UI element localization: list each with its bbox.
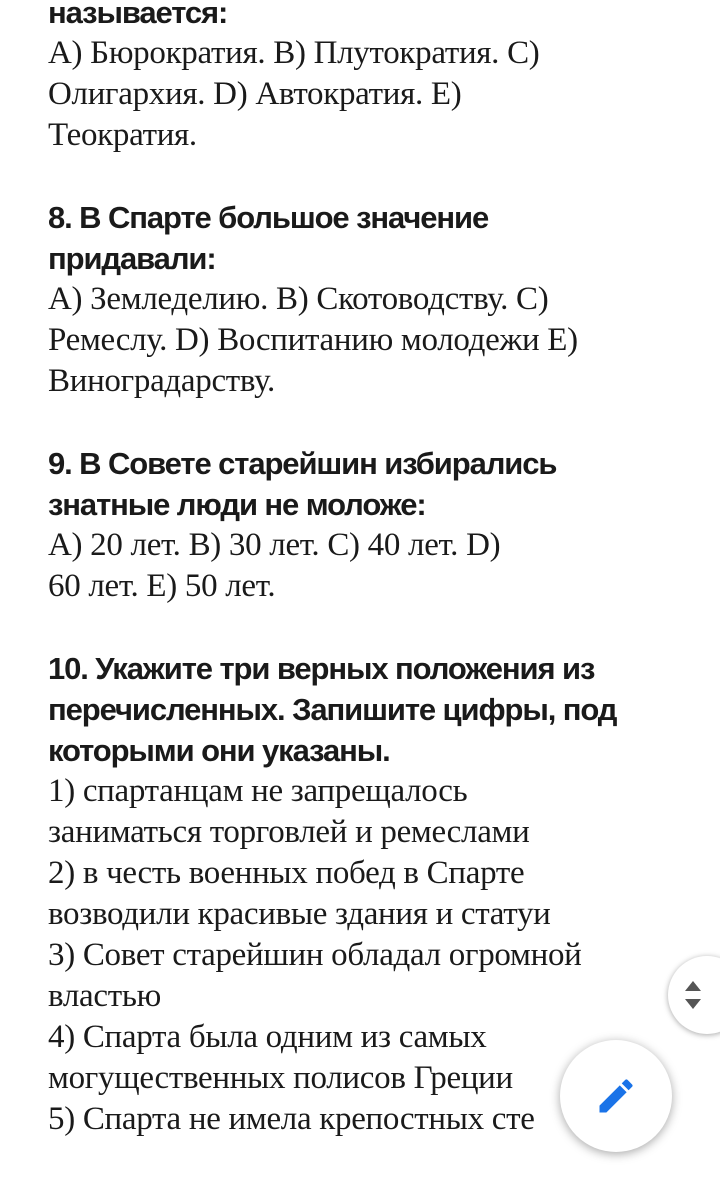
pencil-icon [594, 1074, 638, 1118]
paragraph-gap [48, 156, 708, 197]
answer-text-line: 4) Спарта была одним из самых [48, 1019, 487, 1055]
document-body [48, 0, 708, 1140]
answer-text-line: заниматься торговлей и ремеслами [48, 814, 530, 850]
answer-text-line: Виноградарству. [48, 363, 275, 399]
answer-text-line: возводили красивые здания и статуи [48, 896, 551, 932]
answer-text-line: Олигархия. D) Автократия. E) [48, 76, 462, 112]
question-text-line: которыми они указаны. [48, 733, 390, 768]
paragraph-gap [48, 402, 708, 443]
question-text-line: знатные люди не моложе: [48, 487, 426, 522]
question-text-line: 10. Укажите три верных положения из [48, 651, 595, 686]
answer-text-line: A) 20 лет. B) 30 лет. C) 40 лет. D) [48, 527, 501, 563]
answer-text-line: 5) Спарта не имела крепостных сте [48, 1101, 535, 1137]
question-text-line: придавали: [48, 241, 216, 276]
paragraph-gap [48, 607, 708, 648]
answer-text-line: Теократия. [48, 117, 197, 153]
answer-text-line: 60 лет. E) 50 лет. [48, 568, 276, 604]
scroll-up-icon[interactable] [685, 981, 701, 991]
scroll-down-icon[interactable] [685, 999, 701, 1009]
question-text-line: 8. В Спарте большое значение [48, 200, 489, 235]
edit-button[interactable] [560, 1040, 672, 1152]
answer-text-line: A) Бюрократия. B) Плутократия. C) [48, 35, 540, 71]
answer-text-line: могущественных полисов Греции [48, 1060, 513, 1096]
answer-text-line: 1) спартанцам не запрещалось [48, 773, 468, 809]
answer-text-line: 2) в честь военных побед в Спарте [48, 855, 525, 891]
answer-text-line: 3) Совет старейшин обладал огромной [48, 937, 582, 973]
question-text-line: перечисленных. Запишите цифры, под [48, 692, 617, 727]
answer-text-line: A) Земледелию. B) Скотоводству. C) [48, 281, 549, 317]
question-text-line: 9. В Совете старейшин избирались [48, 446, 557, 481]
answer-text-line: Ремеслу. D) Воспитанию молодежи E) [48, 322, 578, 358]
answer-text-line: властью [48, 978, 161, 1014]
question-text-line: называется: [48, 0, 228, 30]
